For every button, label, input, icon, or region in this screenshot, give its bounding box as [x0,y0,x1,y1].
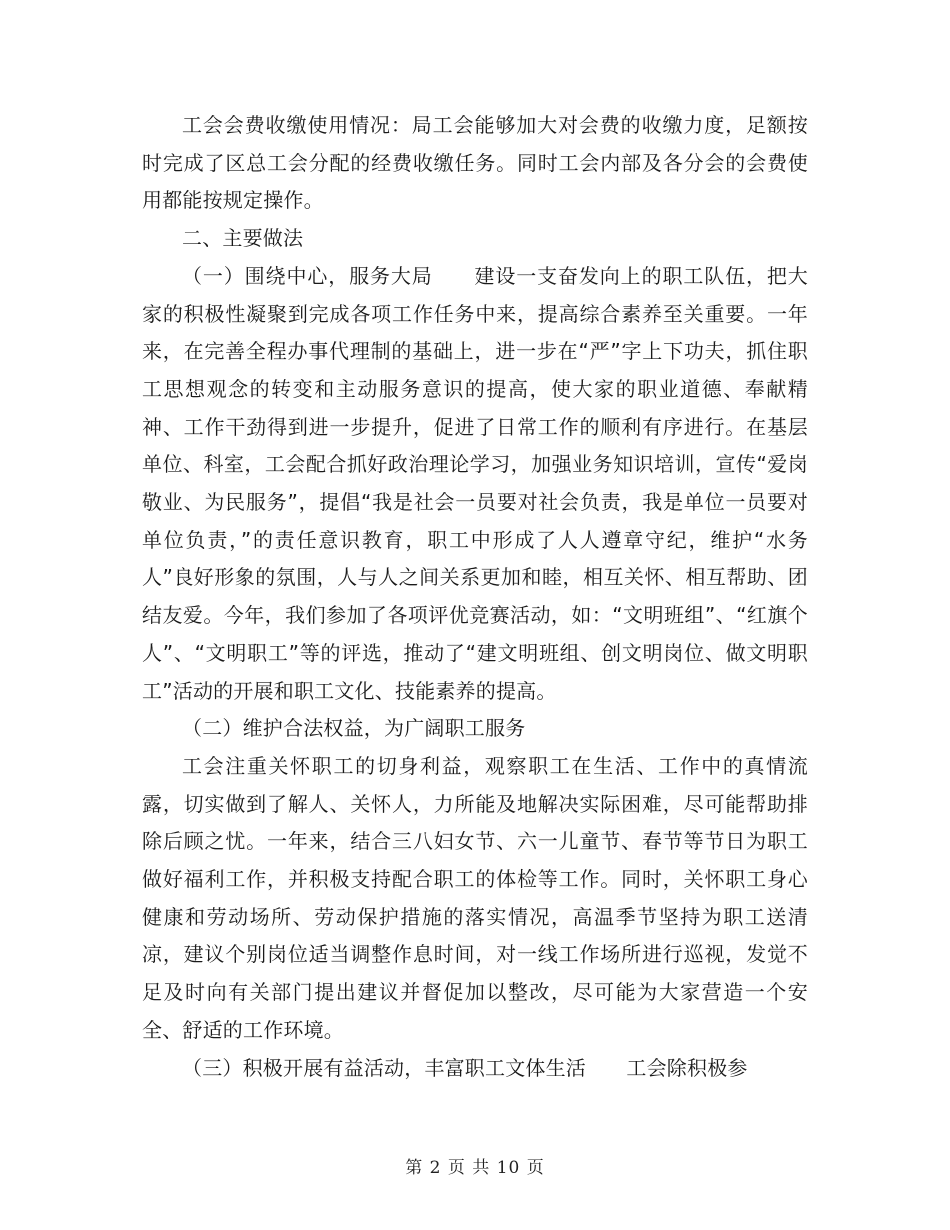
section-heading-main-practices: 二、主要做法 [182,226,304,251]
paragraph-care-workers: 工会注重关怀职工的切身利益，观察职工在生活、工作中的真情流露，切实做到了解人、关怀人，力所能及地解决实际困难，尽可能帮助排除后顾之忧。一年来，结合三八妇女节、六一儿童节、春节等节日为职工做好福利工作，并积极支持配合职工的体检等工作。同时，关怀职工身心健康和劳动场所、劳动保护措施的落实情况，高温季节坚持为职工送清凉，建议个别岗位适当调整作息时间，对一线工作场所进行巡视，发觉不足及时向有关部门提出建议并督促加以整改，尽可能为大家营造一个安全、舒适的工作环境。 [142,753,808,1042]
paragraph-serve-overall: （一）围绕中心，服务大局 建设一支奋发向上的职工队伍，把大家的积极性凝聚到完成各项工作任务中来，提高综合素养至关重要。一年来，在完善全程办事代理制的基础上，进一步在“严”字上下功夫，抓住职工思想观念的转变和主动服务意识的提高，使大家的职业道德、奉献精神、工作干劲得到进一步提升，促进了日常工作的顺利有序进行。在基层单位、科室，工会配合抓好政治理论学习，加强业务知识培训，宣传“爱岗敬业、为民服务”，提倡“我是社会一员要对社会负责，我是单位一员要对单位负责，”的责任意识教育，职工中形成了人人遵章守纪，维护“水务人”良好形象的氛围，人与人之间关系更加和睦，相互关怀、相互帮助、团结友爱。今年，我们参加了各项评优竞赛活动，如：“文明班组”、“红旗个人”、“文明职工”等的评选，推动了“建文明班组、创文明岗位、做文明职工”活动的开展和职工文化、技能素养的提高。 [142,263,808,703]
page-number-footer: 第 2 页 共 10 页 [405,1158,545,1178]
subheading-protect-rights: （二）维护合法权益，为广阔职工服务 [182,716,526,741]
document-body [142,107,808,1087]
paragraph-dues-collection: 工会会费收缴使用情况：局工会能够加大对会费的收缴力度，足额按时完成了区总工会分配的经费收缴任务。同时工会内部及各分会的会费使用都能按规定操作。 [142,113,808,213]
paragraph-cultural-activities: （三）积极开展有益活动，丰富职工文体生活 工会除积极参 [182,1055,748,1080]
